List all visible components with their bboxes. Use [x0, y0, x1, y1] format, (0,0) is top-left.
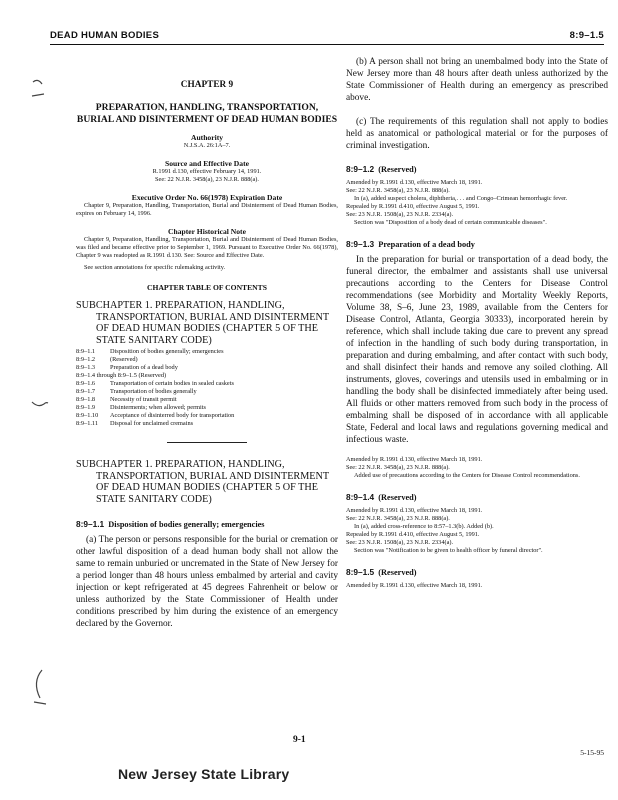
section-text: (a) The person or persons responsible for the burial or cremation or other lawful disposition of a dead human body shall not allow the same to remain unburied or uncremated in the State of New Jersey for a period longer than 48 hours unless embalmed by arterial and cavity injection or kept refrigerated at 45 degrees Fahrenheit or below or unless authorized by the State Commissioner of Health under conditions prescribed by him during the existence of an emergency declared by the Governor.: [76, 535, 338, 629]
toc-entry[interactable]: 8:9–1.2 (Reserved): [76, 356, 138, 363]
history-note: Amended by R.1991 d.130, effective March 18, 1991.: [346, 582, 483, 589]
divider: [167, 442, 247, 443]
history-note: Amended by R.1991 d.130, effective March 18, 1991.: [346, 456, 483, 463]
section-text: In the preparation for burial or transportation of a dead body, the funeral director, the embalmer and assistants shall use universal precautions according to the Centers for Disease Control recommendations (see Morbidity and Mortality Weekly Reports, Volume 38, S–6, June 23, 1989, available from the Centers for Disease Control, Atlanta, Georgia 30333), incorporated herein by reference, which shall include taking due care to prevent any spread of infection in the handling of such body during transportation, in preparation and during embalming, and after contact with such body, and shall disinfect their hands and remove any soiled clothing. All instruments, gloves, coverings and utensils used in embalming or in handling the body shall be disinfected immediately after being used. All fluids or other matters removed from such body in the process of embalming shall be disposed of in accordance with all applicable State, Federal and local laws and regulations governing medical and infectious waste.: [346, 255, 608, 445]
subchapter-heading: SUBCHAPTER 1. PREPARATION, HANDLING, TRANSPORTATION, BURIAL AND DISINTERMENT OF DEAD HUMAN BODIES (CHAPTER 5 OF THE STATE SANITARY CODE): [76, 459, 329, 505]
history-note: See: 22 N.J.R. 3458(a), 23 N.J.R. 888(a).: [346, 187, 450, 194]
section-text: (c) The requirements of this regulation shall not apply to bodies held as anatomical or pathological material or for the purposes of criminal investigation.: [346, 117, 608, 151]
annotation-note: See section annotations for specific rulemaking activity.: [84, 264, 226, 271]
library-stamp: New Jersey State Library: [118, 766, 290, 782]
history-note: In (a), added suspect cholera, diphtheria,. . . and Congo–Crimean hemorrhagic fever.: [354, 195, 568, 202]
exec-order-text: Chapter 9, Preparation, Handling, Transportation, Burial and Disinterment of Dead Human Bodies, expires on February 14, 1996.: [76, 202, 338, 217]
history-note: Amended by R.1991 d.130, effective March 18, 1991.: [346, 179, 483, 186]
history-note: See: 23 N.J.R. 1508(a), 23 N.J.R. 2334(a).: [346, 539, 454, 546]
historical-note-text: Chapter 9, Preparation, Handling, Transportation, Burial and Disinterment of Dead Human Bodies, was filed and became effective prior to September 1, 1969. Pursuant to Executive Order No. 66(1978), Chapter 9 was readopted as R.1991 d.130. See: Source and Effective Date.: [76, 236, 338, 259]
history-note: Section was "Disposition of a body dead of certain communicable diseases".: [354, 219, 547, 226]
section-text: (b) A person shall not bring an unembalmed body into the State of New Jersey more than 48 hours after death unless authorized by the State Commissioner of Health during an emergency as prescribed above.: [346, 57, 608, 103]
source-label: Source and Effective Date: [164, 159, 249, 168]
section-heading: 8:9–1.4 (Reserved): [346, 492, 417, 502]
toc-subchapter-heading: SUBCHAPTER 1. PREPARATION, HANDLING, TRANSPORTATION, BURIAL AND DISINTERMENT OF DEAD HUMAN BODIES (CHAPTER 5 OF THE STATE SANITARY CODE): [76, 300, 329, 346]
chapter-title: PREPARATION, HANDLING, TRANSPORTATION, BURIAL AND DISINTERMENT OF DEAD HUMAN BODIES: [76, 102, 338, 125]
toc-entry[interactable]: 8:9–1.9 Disinterments; when allowed; permits: [76, 404, 207, 411]
history-note: Repealed by R.1991 d.410, effective August 5, 1991.: [346, 531, 480, 538]
toc-entry[interactable]: 8:9–1.1 Disposition of bodies generally; emergencies: [76, 348, 224, 355]
history-note: In (a), added cross-reference to 8:57–1.3(b). Added (b).: [354, 523, 494, 530]
authority-text: N.J.S.A. 26:1A–7.: [183, 142, 231, 149]
margin-punch-mark: [30, 78, 50, 102]
source-line: See: 22 N.J.R. 3458(a), 23 N.J.R. 888(a).: [155, 176, 259, 183]
chapter-number: CHAPTER 9: [180, 80, 234, 90]
revision-date: 5-15-95: [580, 748, 604, 757]
history-note: Added use of precautions according to the Centers for Disease Control recommendations.: [354, 472, 580, 479]
history-note: See: 22 N.J.R. 3458(a), 23 N.J.R. 888(a).: [346, 515, 450, 522]
history-note: See: 22 N.J.R. 3458(a), 23 N.J.R. 888(a).: [346, 464, 450, 471]
toc-entry[interactable]: 8:9–1.11 Disposal for unclaimed cremains: [76, 420, 194, 427]
section-heading: 8:9–1.1 Disposition of bodies generally; emergencies: [76, 519, 265, 529]
toc-entry[interactable]: 8:9–1.4 through 8:9–1.5 (Reserved): [76, 372, 167, 379]
history-note: See: 23 N.J.R. 1508(a), 23 N.J.R. 2334(a).: [346, 211, 454, 218]
historical-note-label: Chapter Historical Note: [168, 227, 246, 236]
section-heading: 8:9–1.5 (Reserved): [346, 567, 417, 577]
header-section-range: 8:9–1.5: [569, 30, 604, 41]
margin-punch-mark: [30, 392, 50, 416]
exec-order-label: Executive Order No. 66(1978) Expiration Date: [131, 193, 283, 202]
right-column: [346, 52, 608, 590]
header-title: DEAD HUMAN BODIES: [50, 30, 160, 41]
source-line: R.1991 d.130, effective February 14, 1991.: [152, 168, 262, 175]
toc-entry[interactable]: 8:9–1.10 Acceptance of disinterred body for transportation: [76, 412, 235, 419]
toc-entry[interactable]: 8:9–1.6 Transportation of certain bodies in sealed caskets: [76, 380, 234, 387]
history-note: Amended by R.1991 d.130, effective March 18, 1991.: [346, 507, 483, 514]
section-heading: 8:9–1.2 (Reserved): [346, 164, 417, 174]
margin-punch-mark: [30, 668, 50, 708]
table-of-contents: [76, 348, 338, 428]
section-heading: 8:9–1.3 Preparation of a dead body: [346, 239, 475, 249]
history-note: Section was "Notification to be given to health officer by funeral director".: [354, 547, 543, 554]
toc-entry[interactable]: 8:9–1.8 Necessity of transit permit: [76, 396, 177, 403]
authority-label: Authority: [190, 133, 224, 142]
page-number: 9-1: [293, 735, 306, 745]
toc-label: CHAPTER TABLE OF CONTENTS: [147, 283, 267, 292]
toc-entry[interactable]: 8:9–1.3 Preparation of a dead body: [76, 364, 178, 371]
left-column: [76, 58, 338, 630]
history-note: Repealed by R.1991 d.410, effective August 5, 1991.: [346, 203, 480, 210]
running-header: [50, 30, 604, 45]
toc-entry[interactable]: 8:9–1.7 Transportation of bodies generally: [76, 388, 197, 395]
